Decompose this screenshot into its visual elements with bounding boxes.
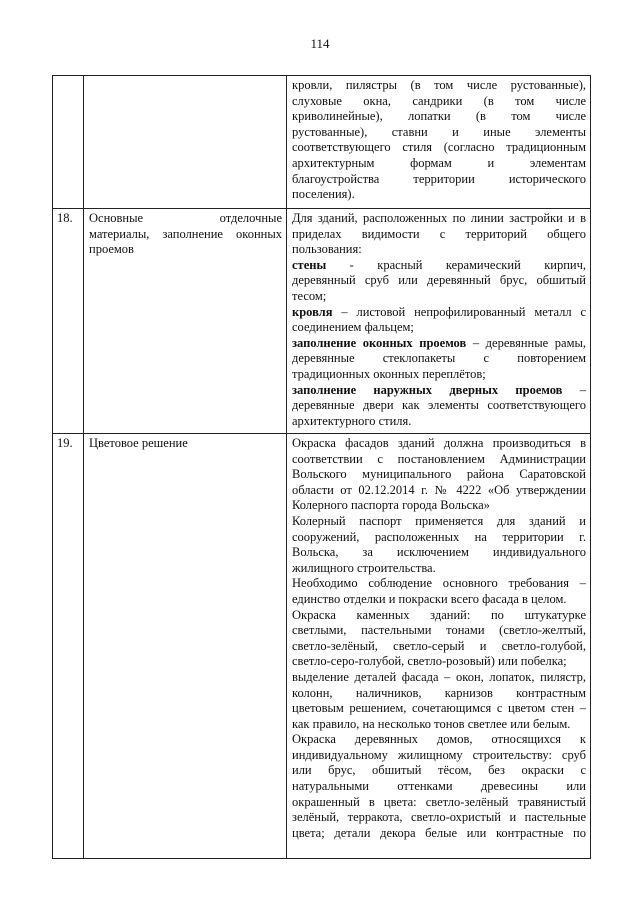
text-line: соответствии с постановлением Администрации (292, 451, 586, 466)
doors-label: заполнение наружных дверных проемов (292, 382, 563, 397)
text-line: материалы, заполнение оконных (89, 226, 282, 241)
text-line: окрашенный в цвета: светло-зелёный травянистый (292, 794, 586, 809)
text-line: Вольска, за исключением индивидуального (292, 545, 586, 560)
text-line: пользования: (292, 242, 362, 257)
text-line: соединением фальцем; (292, 320, 414, 335)
roof-label: кровля (292, 304, 333, 319)
text-line: колонн, наличников, карнизов контрастным (292, 685, 586, 700)
text-line: благоустройства территории исторического (292, 171, 586, 186)
text-line: традиционных оконных переплётов; (292, 366, 486, 381)
text-line: Окраска фасадов зданий должна производиться в (292, 436, 586, 450)
text-line: светло-зелёный, светло-серый и светло-голубой, (292, 638, 586, 653)
text-line: приделах видимости с территорий общего (292, 226, 586, 241)
text-line: области от 02.12.2014 г. № 4222 «Об утверждении (292, 482, 586, 497)
text-line: Колерный паспорт применяется для зданий и (292, 513, 586, 528)
text-line: Основные отделочные (89, 211, 282, 225)
row-number-cell (53, 76, 84, 209)
text-line: слуховые окна, сандрики (в том числе (292, 93, 586, 108)
text-line: заполнение наружных дверных проемов – (292, 382, 586, 397)
text-line: Для зданий, расположенных по линии застройки и в (292, 211, 586, 225)
text-line: индивидуальному жилищному строительству: сруб (292, 747, 586, 762)
text-line: тесом; (292, 288, 327, 303)
row-name-cell (84, 76, 287, 209)
text-line: архитектурного стиля. (292, 413, 412, 428)
text-line: заполнение оконных проемов – деревянные рамы, (292, 335, 586, 350)
text-line: стены - красный керамический кирпич, (292, 257, 587, 272)
text-line: кровли, пилястры (в том числе рустованные), (292, 78, 586, 92)
text-line: или брус, обшитый тёсом, без окраски с (292, 763, 586, 778)
text-line: цветовым решением, сочетающимся с цветом стен – (292, 701, 586, 716)
text-line: выделение деталей фасада – окон, лопаток, пилястр, (292, 669, 586, 684)
text-line: деревянные двери как элементы соответствующего (292, 398, 586, 413)
text-line: единство отделки и покраски всего фасада в целом. (292, 591, 567, 606)
row-number-cell: 19. (53, 434, 84, 859)
text-line: криволинейные), лопатки (в том числе (292, 109, 586, 124)
text-line: деревянный сруб или деревянный брус, обшитый (292, 273, 586, 288)
regulations-table (52, 75, 591, 859)
row-description-cell (287, 76, 591, 209)
text-line: как правило, на несколько тонов светлее или белым. (292, 716, 571, 731)
row-name-cell (84, 209, 287, 434)
row-name-cell: Цветовое решение (84, 434, 287, 859)
text-line: деревянные стеклопакеты с повторением (292, 351, 586, 366)
text-line: проемов (89, 242, 134, 257)
text-line: сооружений, расположенных на территории г. (292, 529, 586, 544)
walls-label: стены (292, 257, 327, 272)
text-line: Вольского муниципального района Саратовской (292, 467, 586, 482)
row-description-cell (287, 434, 591, 859)
text-line: поселения). (292, 187, 355, 202)
page-number: 114 (310, 36, 330, 51)
table-row (53, 434, 591, 859)
table-row (53, 76, 591, 209)
windows-label: заполнение оконных проемов (292, 335, 467, 350)
text-line: жилищного строительства. (292, 560, 436, 575)
text-line: светло-серо-голубой, светло-розовый) или побелка; (292, 654, 567, 669)
row-description-cell (287, 209, 591, 434)
text-line: Колерного паспорта города Вольска» (292, 498, 490, 513)
row-number-cell: 18. (53, 209, 84, 434)
text-line: натуральными оттенками древесины или (292, 779, 586, 794)
text-line: соответствующего стиля (согласно традиционным (292, 140, 586, 155)
text-line: Необходимо соблюдение основного требования – (292, 576, 586, 591)
text-line: Окраска деревянных домов, относящихся к (292, 732, 586, 747)
text-line: цвета; детали декора белые или контрастные по (292, 825, 586, 840)
text-line: архитектурным формам и элементам (292, 155, 586, 170)
text-line: зелёный, терракота, светло-охристый и пастельные (292, 810, 586, 825)
table-row (53, 209, 591, 434)
text-line: Окраска каменных зданий: по штукатурке (292, 607, 586, 622)
text-line: светлыми, пастельными тонами (светло-желтый, (292, 623, 586, 638)
text-line: кровля – листовой непрофилированный металл с (292, 304, 586, 319)
text-line: рустованные), ставни и иные элементы (292, 124, 586, 139)
